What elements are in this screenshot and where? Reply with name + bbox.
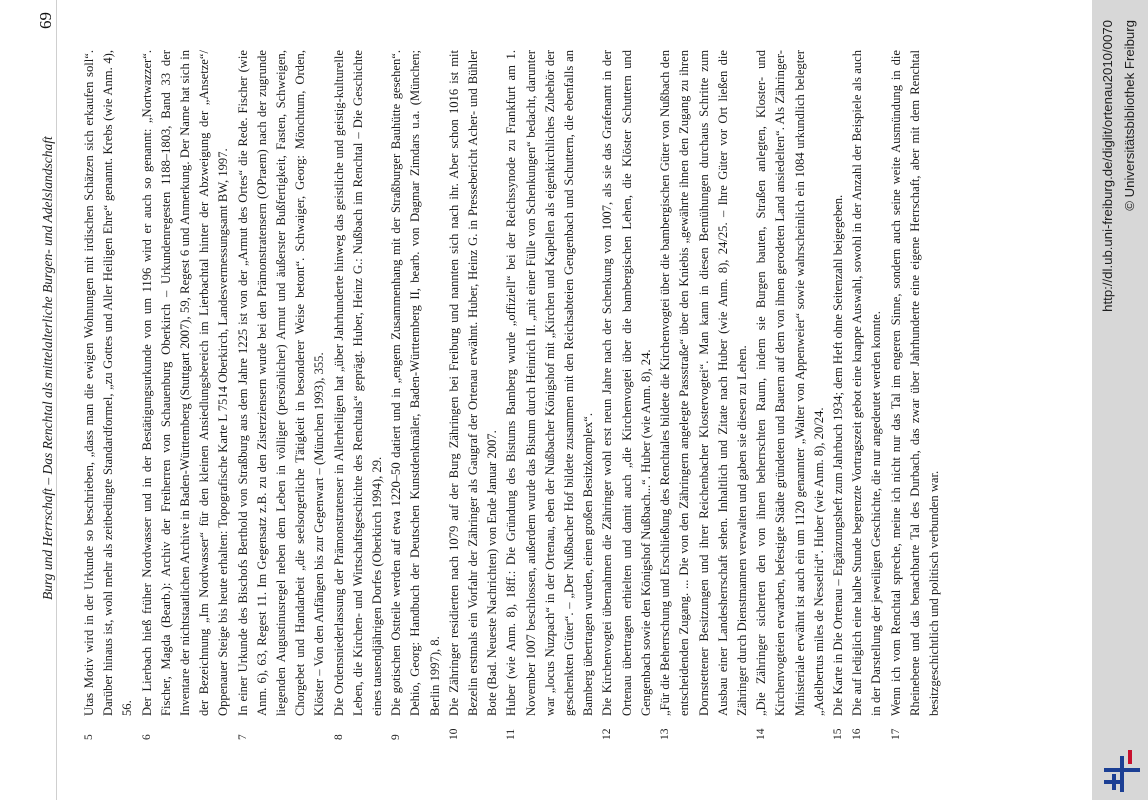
document-url-link[interactable]: http://dl.ub.uni-freiburg.de/diglit/ortenau2010/0070 (1100, 20, 1115, 312)
footnote-number: 17 (889, 728, 902, 740)
footnote-11 (502, 50, 598, 740)
footnote-number: 7 (236, 734, 249, 740)
footnote-text: Wenn ich vom Renchtal spreche, meine ich nicht nur das Tal im engeren Sinne, sondern auch seine weite Ausmündung in die Rheinebene und das benachbarte Tal des Durbach, das zwar über Jahrhunderte eine eigene Herrschaft, aber mit dem Renchtal besitzgeschichtlich und politisch verbunden war. (888, 50, 941, 716)
footnote-5 (80, 50, 138, 740)
footnote-text: Die Ordensniederlassung der Prämonstratenser in Allerheiligen hat „über Jahrhunderte hinweg das geistliche und geistig-kulturelle Leben, die Kirchen- und Wirtschaftsgeschichte des Renchtals“ geprägt. Huber, Heinz G.: Nußbach im Renchtal – Die Geschichte eines tausendjährigen Dorfes (Oberkirch 1994), 29. (331, 50, 385, 716)
footnote-number: 14 (755, 728, 768, 740)
footnote-number: 6 (140, 734, 153, 740)
running-head: Burg und Herrschaft – Das Renchtal als mittelalterliche Burgen- und Adelslandschaft (40, 136, 55, 600)
footnote-number: 8 (332, 734, 345, 740)
library-strip-text (1092, 0, 1148, 800)
rotated-strip-text (1092, 0, 1148, 800)
footnote-number: 9 (390, 734, 403, 740)
footnote-text: Die Kirchenvogtei übernahmen die Zähringer wohl erst neun Jahre nach der Schenkung von 1007, als sie das Grafenamt in der Ortenau übertragen erhielten und damit auch „die Kirchenvogtei über die bambergischen Lehen, die Klöster Schuttern und Gengenbach sowie den Königshof Nußbach...“. Huber (wie Anm. 8), 24. (600, 50, 653, 716)
footnote-number: 12 (601, 728, 614, 740)
ub-freiburg-logo-icon (1100, 744, 1144, 794)
footnote-text: Der Lierbach hieß früher Nordwasser und in der Bestätigungsurkunde von um 1196 wird er auch so genannt: „Nortwazzer“. Fischer, Magda (Bearb.): Archiv der Freiherren von Schauenburg Oberkirch – Urkundenregesten 1188–1803, Band 33 der Inventare der nichtstaatlichen Archive in Baden-Württemberg (Stuttgart 2007), 59, Regest 6 und Anmerkung. Der Name hat sich in der Bezeichnung „Im Nordwasser“ für den kleinen Ansiedlungsbereich im Lierbachtal hinter der Abzweigung der „Ansetze“/ Oppenauer Steige bis heute erhalten: Topografische Karte L 7514 Oberkirch, Landesvermessungsamt BW, 1997. (139, 50, 231, 716)
page-number: 69 (36, 12, 55, 29)
footnote-text: Die auf lediglich eine halbe Stunde begrenzte Vortragszeit gebot eine knappe Auswahl, sowohl in der Anzahl der Beispiele als auch in der Darstellung der jeweiligen Geschichte, die nur angedeutet werden konnte. (850, 50, 884, 716)
logo-blue-mark (1112, 774, 1116, 790)
footnote-12 (598, 50, 656, 740)
footnote-text: Utas Motiv wird in der Urkunde so beschrieben, „dass man die ewigen Wohnungen mit irdischen Schätzen sich erkaufen soll“. Darüber hinaus ist, wohl mehr als zeitbedingte Standardformel, „zu Gottes und Aller Heiligen Ehre“ genannt. Krebs (wie Anm. 4), 56. (82, 50, 135, 716)
footnote-14 (752, 50, 829, 740)
footnote-text: Huber (wie Anm. 8), 18ff.: Die Gründung des Bistums Bamberg wurde „offiziell“ bei der Reichssynode zu Frankfurt am 1. November 1007 beschlossen, außerdem wurde das Bistum durch Heinrich II. „mit einer Fülle von Schenkungen“ bedacht, darunter war „locus Nuzpach“ in der Ortenau, eben der Nußbacher Königshof mit „Kirchen und Kapellen als eigenkirchliches Zubehör der geschenkten Güter“. – „Der Nußbacher Hof bildete zusammen mit den Reichsabteien Gengenbach und Schuttern, die ebenfalls an Bamberg übertragen wurden, einen großen Besitzkomplex“. (504, 50, 596, 716)
logo-red-mark (1128, 750, 1132, 764)
footnote-10 (445, 50, 503, 740)
footnote-17 (887, 50, 945, 740)
footnote-text: „Für die Beherrschung und Erschließung des Renchtales bildete die Kirchenvogtei über die bambergischen Güter von Nußbach den entscheidenden Zugang. ... Die von den Zähringern angelegte Passstraße“ über den Kniebis „gewährte ihnen den Zugang zu ihren Dornstettener Besitzungen und ihrer Reichenbacher Klostervogtei“. Man kann in diesen Bemühungen durchaus Schritte zum Ausbau einer Landesherrschaft sehen. Inhaltlich und Zitate nach Huber (wie Anm. 8), 24/25. – Ihre Güter vor Ort ließen die Zähringer durch Dienstmannen verwalten und gaben sie diesen zu Lehen. (658, 50, 749, 716)
footnote-text: Die Karte in Die Ortenau – Ergänzungsheft zum Jahrbuch 1934; dem Heft ohne Seitenzahl beigegeben. (830, 194, 845, 716)
footnote-number: 5 (83, 734, 95, 740)
footnote-16 (848, 50, 886, 740)
footnote-9 (387, 50, 445, 740)
footnote-number: 13 (659, 728, 672, 740)
footnote-number: 15 (831, 728, 844, 740)
footnote-8 (330, 50, 388, 740)
footnote-text: In einer Urkunde des Bischofs Berthold von Straßburg aus dem Jahre 1225 ist von der „Armut des Ortes“ die Rede. Fischer (wie Anm. 6), 63, Regest 11. Im Gegensatz z.B. zu den Zisterziensern wurde bei den Prämonstratensern (OPraem) nach der zugrunde liegenden Augustinusregel neben dem Leben in völliger (persönlicher) Armut und äußerster Bußfertigkeit, Fasten, Schweigen, Chorgebet und Handarbeit „die seelsorgerliche Tätigkeit in besonderer Weise betont“. Schwaiger, Georg: Mönchtum, Orden, Klöster – Von den Anfängen bis zur Gegenwart – (München 1993), 355. (235, 50, 327, 716)
footnote-text: Die gotischen Ostteile werden auf etwa 1220–50 datiert und in „engem Zusammenhang mit der Straßburger Bauhütte gesehen“. Dehio, Georg: Handbuch der Deutschen Kunstdenkmäler, Baden-Württemberg II, bearb. von Dagmar Zimdars u.a. (München; Berlin 1997), 8. (389, 50, 442, 716)
footnote-6 (138, 50, 234, 740)
footnote-number: 11 (505, 728, 518, 740)
footnote-number: 10 (447, 728, 460, 740)
logo-blue-bar-3 (1120, 756, 1124, 792)
footnote-number: 16 (851, 728, 864, 740)
footnote-13 (656, 50, 752, 740)
footnotes (80, 50, 1020, 740)
footnote-15 (829, 50, 848, 740)
footnote-text: Die Zähringer residierten nach 1079 auf der Burg Zähringen bei Freiburg und nannten sich nach ihr. Aber schon 1016 ist mit Bezelin erstmals ein Vorfahr der Zähringer als Gaugraf der Ortenau erwähnt. Huber, Heinz G. in Pressebericht Acher- und Bühler Bote (Bad. Neueste Nachrichten) von Ende Januar 2007. (446, 50, 500, 716)
footnote-text: „Die Zähringer sicherten den von ihnen beherrschten Raum, indem sie Burgen bauten, Straßen anlegten, Kloster- und Kirchenvogteien erwarben, befestigte Städte gründeten und Bauern auf dem von ihnen gerodeten Land ansiedelten“. Als Zähringer-Ministeriale erwähnt ist auch ein um 1120 genannter „Walter von Appenweier“ sowie wahrscheinlich ein 1084 urkundlich belegter „Adelbertus miles de Nesselrid“. Huber (wie Anm. 8), 20/24. (754, 50, 826, 716)
copyright-notice: © Universitätsbibliothek Freiburg (1122, 20, 1137, 211)
footnote-7 (234, 50, 330, 740)
